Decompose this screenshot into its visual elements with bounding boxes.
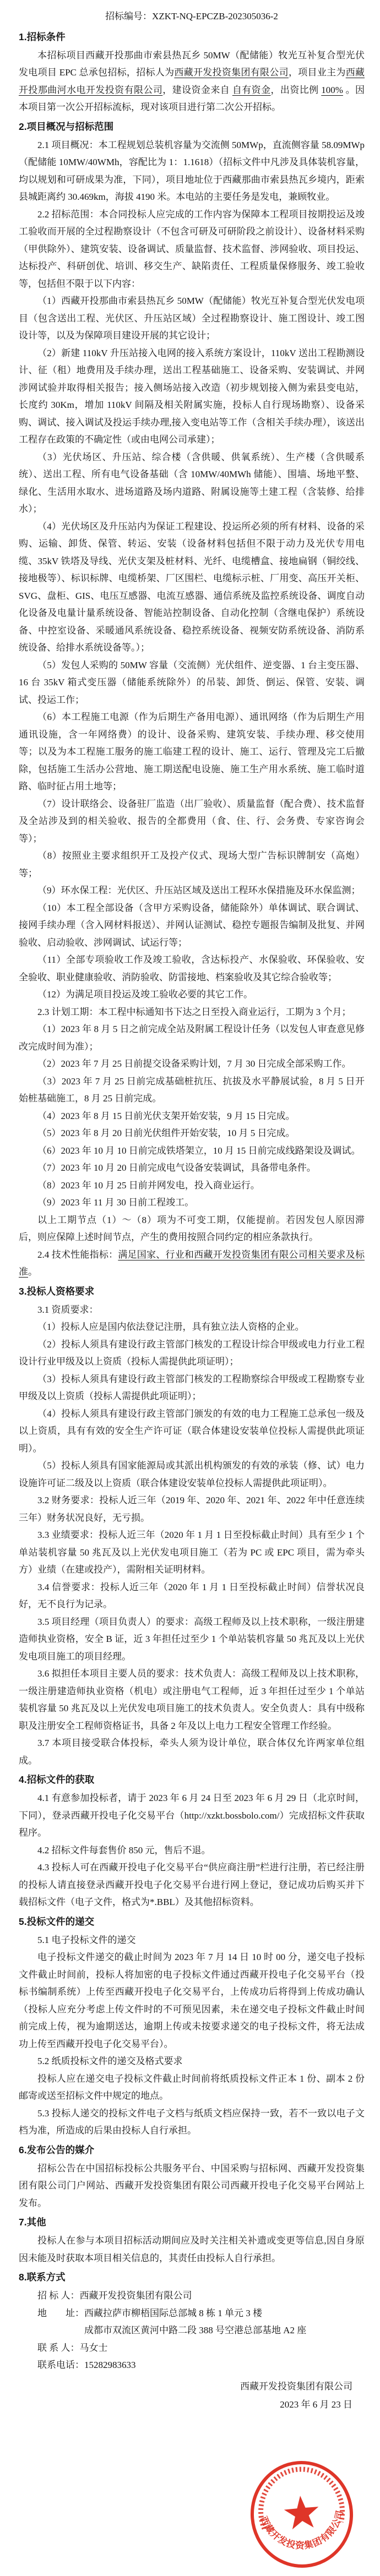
text-run: （9）环水保工程：光伏区、升压站区域及送出工程环水保措施及环水保监测； — [37, 885, 361, 896]
paragraph — [19, 1526, 365, 1579]
text-run: 2.2 招标范围：本合同投标人应完成的工作内容为保障本工程项目按期投运及竣工验收而开展的全过程勘察设计（不包含可研及可研阶段之前设计）、设备材料采购（甲供除外）、建筑安装、设备调试、质量监督、技术监督、涉网验收、项目投运、达标投产、科研创优、培训、移交生产、缺陷责任、工程质量保修服务、竣工验收等，包括但不限于以下内容： — [19, 209, 365, 289]
text-run: 3.3 业绩要求：投标人近三年（2020 年 1 月 1 日至投标截止时间）具有至少 1 个单站装机容量 50 兆瓦及以上光伏发电项目施工（若为 PC 或 EPC 项目，需为牵头方）业绩（在建或投产），需附相关证明材料。 — [19, 1530, 365, 1575]
text-run: （8）按照业主要求组织开工及投产仪式、现场大型广告标识牌制安（高炮）等； — [19, 850, 365, 878]
seal-ring — [248, 2459, 356, 2569]
text-run: 5.3 投标人递交的投标文件电子文档与纸质文档应保持一致，若不一致以电子文档为准，所造成的后果由投标人自行承担。 — [19, 2108, 365, 2136]
paragraph — [19, 449, 365, 518]
paragraph — [19, 2160, 365, 2212]
text-run: 3.7 本项目接受联合体投标，牵头人须为设计单位，联合体仅允许两家单位组成。 — [19, 1738, 365, 1766]
signoff-date: 2023 年 6 月 23 日 — [280, 2399, 352, 2410]
paragraph — [19, 2339, 365, 2357]
text-run: 5.2 纸质投标文件的递交及格式要求 — [37, 2056, 183, 2066]
text-run: 联 系 人：马女士 — [37, 2342, 108, 2353]
text-run: （3）投标人须具有建设行政主管部门核发的工程勘察综合甲级或工程勘察专业甲级及以上资质（投标人需提供此项证明）； — [19, 1373, 365, 1401]
paragraph — [19, 1125, 365, 1142]
paragraph — [19, 137, 365, 206]
paragraph — [19, 1020, 365, 1055]
paragraph — [19, 292, 365, 345]
underlined-text: 满足国家、行业和西藏开发投资集团有限公司相关要求及标准 — [19, 1249, 365, 1277]
paragraph — [19, 1336, 365, 1371]
text-run: （4）光伏场区及升压站内为保证工程建设、投运所必须的所有材料、设备的采购、运输、卸货、保管、转运、安装（设备材料包括但不限于动力及光伏专用电缆、35kV 铁塔及导线、光伏支架及桩材料、光纤、电缆槽盒、接地扁钢（铜绞线、接地极等）、标识标牌、电缆桥架、厂区围栏、电缆标示桩、厂用变、高压开关柜、SVG、盘柜、GIS、电压互感器、电流互感器、通信系统及监控系统设备、调度自动化设备及电量计量系统设备、智能站控制设备、自动化控制（含继电保护）系统设备、中控室设备、采暖通风系统设备、稳控系统设备、视频安防系统设备、消防系统设备、给排水系统设备等。）； — [19, 521, 365, 653]
paragraph — [19, 1246, 365, 1281]
text-run: 招 标 人：西藏开发投资集团有限公司 — [37, 2290, 192, 2301]
paragraph — [19, 1177, 365, 1194]
paragraph — [19, 2070, 365, 2105]
text-run: （1）2023 年 8 月 5 日之前完成全站及附属工程设计任务（以发包人审查意见修改完成时间为准）； — [19, 1024, 365, 1052]
svg-text:西藏开发投资集团有限公司 — [258, 2508, 349, 2555]
paragraph — [19, 47, 365, 116]
paragraph — [19, 899, 365, 952]
signoff-company: 西藏开发投资集团有限公司 — [240, 2381, 352, 2392]
text-run: （1）投标人应是国内依法登记注册，具有独立法人资格的企业。 — [37, 1322, 305, 1332]
text-run: 地 址：西藏拉萨市柳梧国际总部城 8 栋 1 单元 3 楼 — [37, 2307, 262, 2318]
paragraph — [19, 1457, 365, 1492]
text-run: 2.1 项目概况：本工程规划总装机容量为交流侧 50MWp，直流侧容量 58.09MWp（配储能 10MW/40WMh，容配比为 1：1.1618）（招标文件中凡涉及具体装机容量，均以规划和可研成果为准，下同），项目地址位于西藏那曲市索县热瓦乡境内，距索县城距离约 30.469km，海拔 4190 米。本电站的主要任务是发电，兼顾牧业。 — [19, 139, 365, 202]
text-run: ，出资比例 — [270, 84, 322, 95]
paragraph — [19, 1789, 365, 1842]
section-heading: 3.投标人资格要求 — [19, 1285, 95, 1297]
text-run: （7）2023 年 10 月 20 日前完成电气设备安装调试，具备带电条件。 — [37, 1163, 316, 1173]
paragraph — [19, 1665, 365, 1734]
section-heading: 7.其他 — [19, 2217, 46, 2228]
section-heading: 1.招标条件 — [19, 31, 66, 42]
paragraph — [19, 2105, 365, 2140]
text-run: （3）光伏场区、升压站、综合楼（含供暖、供氧系统）、生产楼（含供暖系统）、送出工程、所有电气设备基础（含 10MW/40MWh 储能）、围墙、场地平整、绿化、生活用水取水、进场道路及场内道路、附属设施等土建工程（含装修、给排水）； — [19, 451, 365, 514]
paragraph — [19, 345, 365, 449]
text-run: 。 — [28, 1267, 37, 1277]
text-run: （10）本工程全部设备（含甲方采购设备，储能除外）单体调试、联合调试、接网手续办理（含入网材料报送）、并网认证测试、稳控专题报告编制及批复、并网验收、启动验收、涉网调试、试运行等； — [19, 902, 365, 948]
paragraph — [19, 882, 365, 899]
paragraph — [19, 1405, 365, 1458]
document-sections — [19, 28, 365, 2374]
text-run: （5）投标人须具有国家能源局或其派出机构颁发的有效的承装（修、试）电力设施许可证二级及以上资质（联合体建设安装单位投标人需提供此项证明）。 — [19, 1460, 365, 1488]
signoff-block — [19, 2377, 365, 2414]
paragraph — [19, 708, 365, 795]
paragraph — [19, 1859, 365, 1911]
text-run: （1）西藏开投那曲市索县热瓦乡 50MW（配储能）牧光互补复合型光伏发电项目（包含送出工程、光伏区、升压站区域）全过程勘察设计、施工图设计、竣工图设计等，以及为保障项目建设开展的其它设计； — [19, 296, 365, 341]
section-heading: 2.项目概况与招标范围 — [19, 121, 114, 132]
section-heading: 5.投标文件的递交 — [19, 1915, 95, 1927]
paragraph — [19, 2305, 365, 2322]
paragraph — [19, 1931, 365, 1949]
paragraph — [19, 1842, 365, 1859]
paragraph — [19, 2053, 365, 2070]
text-run: 本招标项目西藏开投那曲市索县热瓦乡 50MW（配储能）牧光互补复合型光伏发电项目 EPC 总承包招标，招标人为 — [19, 50, 365, 78]
tender-number-line: 招标编号：XZKT-NQ-EPCZB-202305036-2 — [105, 11, 278, 21]
paragraph — [19, 1073, 365, 1107]
paragraph — [19, 518, 365, 657]
paragraph — [19, 206, 365, 293]
text-run: 投标人应在递交电子投标文件截止时间前将纸质投标文件正本 1 份、副本 2 份邮寄或送至招标文件中规定的地点。 — [19, 2073, 365, 2101]
seal-top-script — [257, 2466, 343, 2529]
paragraph — [19, 1492, 365, 1526]
paragraph — [19, 1371, 365, 1405]
paragraph — [19, 1301, 365, 1319]
text-run: 。因本项目第一次公开招标流标，现对该项目进行第二次公开招标。 — [19, 84, 365, 112]
text-run: 招标公告在中国招标投标公共服务平台、中国采购与招标网、西藏开发投资集团有限公司门户网站、西藏开发投资集团有限公司西藏开投电子化交易平台网站上发布。 — [19, 2163, 365, 2208]
text-run: （9）2023 年 11 月 30 日前工程竣工。 — [37, 1197, 194, 1208]
section-heading: 6.发布公告的媒介 — [19, 2144, 95, 2155]
text-run: （2）新建 110kV 升压站接入电网的接入系统方案设计，110kV 送出工程勘测设计、征（租）地费用及手续办理，送出工程基础施工、设备采购、安装调试、并网涉网试验并取得相关报告；接入侧场站接入改造（初步规划接入侧为索县变电站，长度约 30Km，增加 110kV 间隔及相关附属实施，投标人自行现场勘察）、设备采购、调试、接入调试及投运手续办理,接入变电站等工作（含相关手续办理），该送出工程存在政策的不确定性（或由电网公司承建）； — [19, 347, 365, 445]
section-heading: 4.招标文件的获取 — [19, 1774, 95, 1785]
text-run: 3.2 财务要求：投标人近三年（2019 年、2020 年、2021 年、2022 年中任意连续三年）财务状况良好，无亏损。 — [19, 1495, 365, 1523]
text-run: （4）投标人须具有建设行政主管部门颁发的有效的电力工程施工总承包一级及以上资质，具有有效的安全生产许可证（联合体建设安装单位投标人需提供此项证明）。 — [19, 1408, 365, 1454]
paragraph — [19, 2232, 365, 2267]
text-run: 成都市双流区黄河中路二段 388 号空港总部基地 A2 座 — [84, 2325, 307, 2335]
paragraph — [19, 1003, 365, 1021]
text-run: ，项目业主为 — [288, 67, 346, 78]
paragraph — [19, 1211, 365, 1246]
paragraph — [19, 951, 365, 986]
text-run: （2）投标人须具有建设行政主管部门核发的工程设计综合甲级或电力行业工程设计行业甲级及以上资质（投标人需提供此项证明）； — [19, 1339, 365, 1367]
section-heading: 8.联系方式 — [19, 2272, 66, 2283]
text-run: （11）全部专项验收工作及竣工验收，含达标投产、水保验收、环保验收、安全验收、职业健康验收、消防验收、防雷接地、档案验收及其它综合验收等； — [19, 954, 365, 983]
paragraph — [19, 1949, 365, 2053]
paragraph — [19, 1194, 365, 1211]
text-run: 3.1 资质要求： — [37, 1304, 99, 1315]
seal-star-icon — [283, 2494, 321, 2530]
text-run: 2.4 技术性能指标： — [37, 1249, 118, 1260]
paragraph — [19, 795, 365, 848]
text-run: 4.1 有意参加投标者，请于 2023 年 6 月 24 日至 2023 年 6 月 29 日（北京时间，下同），登录西藏开投电子化交易平台（http://xzkt.bossbolo.com/）完成招标文件获取程序。 — [19, 1793, 365, 1838]
text-run: （8）2023 年 10 月 25 日前并网发电，投入商业运行。 — [37, 1180, 260, 1191]
text-run: （4）2023 年 8 月 15 日前光伏支架开始安装，9 月 15 日完成。 — [37, 1110, 295, 1121]
text-run: 4.2 招标文件每套售价 850 元，售后不退。 — [37, 1844, 211, 1855]
text-run: （2）2023 年 7 月 25 日前提交设备采购计划，7 月 30 日完成全部采购工作。 — [37, 1058, 351, 1069]
text-run: 4.3 投标人可在西藏开投电子化交易平台“供应商注册”栏进行注册，若已经注册的投标人请直接登录西藏开投电子化交易平台进行网上登记，登记成功后购买并下载招标文件（电子文件，格式为*.BBL）及其他招标资料。 — [19, 1862, 365, 1907]
underlined-text: 西藏开发投资集团有限公司 — [174, 67, 289, 78]
text-run: （6）2023 年 10 月 10 日前完成铁塔架立，10 月 15 日前完成线路架设及调试。 — [37, 1145, 361, 1156]
text-run: （3）2023 年 7 月 25 日前完成基础桩抗压、抗拔及水平静展试验，8 月 5 日开始桩基础施工，8 月 25 日前完成。 — [19, 1076, 365, 1104]
text-run: 电子投标文件递交的截止时间为 2023 年 7 月 14 日 10 时 00 分，递交电子投标文件截止时间前，投标人将加密的电子投标文件通过西藏开投电子化交易平台（投标书编制系统）上传至西藏开投电子化交易平台，上传成功后将得到上传成功确认（投标人应充分考虑上传文件时的不可预见因素，未在递交电子投标文件截止时间前完成上传，视为逾期送达，逾期上传或未按要求递交的电子投标文件，将无法成功上传至西藏开投电子化交易平台）。 — [19, 1952, 365, 2049]
text-run: （5）发包人采购的 50MW 容量（交流侧）光伏组件、逆变器、1 台主变压器、16 台 35kV 箱式变压器（储能系统除外）的吊装、卸货、倒运、保管、安装、调试、投运工作； — [19, 659, 365, 705]
paragraph — [19, 1579, 365, 1613]
underlined-text: 自有资金 — [232, 84, 271, 95]
text-run: （5）2023 年 8 月 20 日前光伏组件开始安装，10 月 5 日完成。 — [37, 1128, 295, 1138]
paragraph — [19, 1159, 365, 1177]
text-run: 投标人在参与本项目招标活动期间应及时关注相关补遗或变更等信息,因自身原因未能及时获取本项目相关信息的，其责任由投标人自行承担。 — [19, 2235, 365, 2263]
text-run: 5.1 电子投标文件的递交 — [37, 1934, 136, 1945]
underlined-text: 100% — [321, 84, 343, 95]
paragraph — [19, 1734, 365, 1769]
text-run: 以上工期节点（1）～（8）项为不可变工期，仅能提前。若因发包人原因滞后，则应保障上述时间节点，产生的费用按照合同约定的相应条款执行。 — [19, 1214, 365, 1242]
paragraph — [19, 1613, 365, 1666]
seal-company-name: 西藏开发投资集团有限公司 — [258, 2509, 346, 2551]
text-run: ，建设资金来自 — [162, 84, 232, 95]
paragraph — [19, 1318, 365, 1336]
company-seal — [248, 2459, 356, 2569]
paragraph — [84, 2322, 365, 2339]
text-run: 3.5 项目经理（项目负责人）的要求：高级工程师及以上技术职称，一级注册建造师执业资格，安全 B 证，近 3 年担任过至少 1 个单站装机容量 50 兆瓦及以上光伏发电项目施工的项目经理。 — [19, 1616, 365, 1662]
text-run: 3.4 信誉要求：投标人近三年（2020 年 1 月 1 日至投标截止时间）信誉状况良好，无不良行为记录。 — [19, 1581, 365, 1609]
text-run: 2.3 计划工期：本工程中标通知书下达之日至投入商业运行，工期为 3 个月； — [37, 1006, 351, 1017]
text-run: （6）本工程施工电源（作为后期生产备用电源）、通讯网络（作为后期生产用通讯设施，含一年网络费）的设计、设备采购、建筑安装、手续办理、移交使用等；以及为本工程施工服务的施工临建工程的设计、施工、运行、管理及完工后撤除，包括施工生活办公营地、施工期送配电设施、施工生产用水系统、施工临时道路、临时征占用土地等； — [19, 712, 365, 792]
paragraph — [19, 1142, 365, 1160]
paragraph — [19, 2356, 365, 2374]
text-run: 联系电话：15282983633 — [37, 2360, 136, 2370]
paragraph — [19, 1107, 365, 1125]
paragraph — [19, 657, 365, 709]
underlined-text: 西藏开投那曲河水电开发投资有限公司 — [19, 67, 365, 95]
paragraph — [19, 1055, 365, 1073]
paragraph — [19, 847, 365, 882]
text-run: （12）为满足项目投运及竣工验收必要的其它工作。 — [37, 989, 253, 1000]
text-run: 3.6 拟担任本项目主要人员的要求：技术负责人：高级工程师及以上技术职称，一级注册建造师执业资格（机电）或注册电气工程师，近 3 年担任过至少 1 个单站装机容量 50 兆瓦及以上光伏发电项目施工的技术负责人。安全负责人：具有中级称职及注册安全工程师资格证书，具备 2 年及以上电力工程安全管理工作经验。 — [19, 1668, 365, 1731]
paragraph — [19, 986, 365, 1003]
paragraph — [19, 2287, 365, 2305]
text-run: （7）设计联络会、设备驻厂监造（出厂验收）、质量监督（配合费）、技术监督及全站涉及到的相关验收、报告的全都费用（食、住、行、会务费、专家咨询会等）； — [19, 798, 365, 844]
